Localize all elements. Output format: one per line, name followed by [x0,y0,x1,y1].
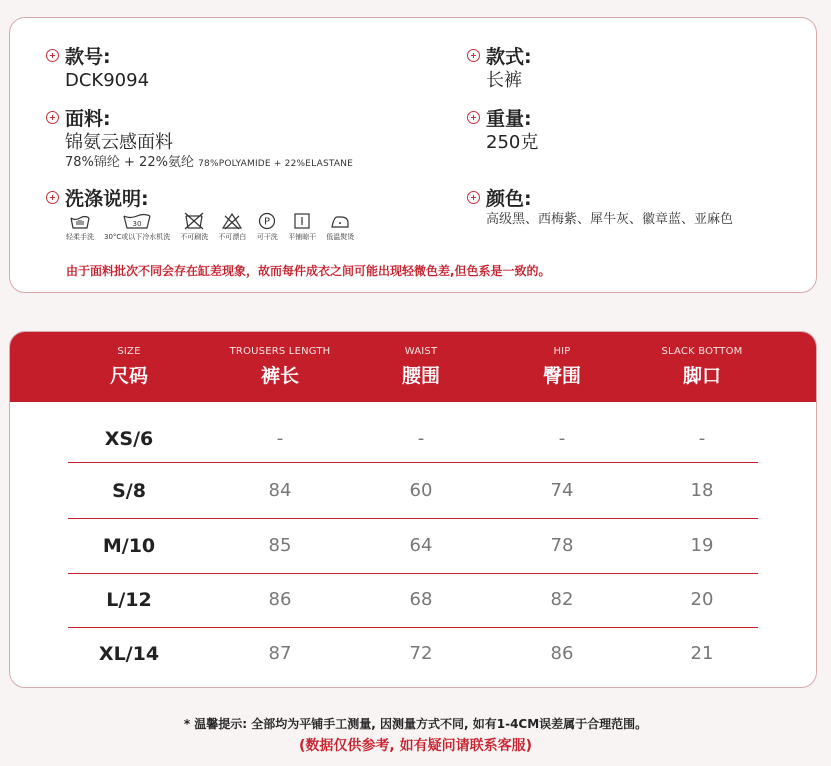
table-row [10,519,816,573]
style-no-field [46,43,149,93]
care-icons [66,212,364,242]
size-cell: L/12 [106,589,152,611]
care-caption: 不可刷洗 [180,233,209,241]
low-iron-icon [329,212,351,230]
size-cell: XL/14 [98,643,160,665]
color-label: 颜色: [486,187,532,210]
hip-cell: 78 [550,535,574,556]
care-item [326,212,354,242]
dry-clean-icon [256,212,278,230]
header-en: TROUSERS LENGTH [229,346,331,357]
header-en: HIP [553,346,571,357]
header-zh: 臀围 [542,365,581,387]
product-info-card [9,17,817,293]
header-en: SIZE [117,346,141,357]
fabric-value: 锦氨云感面料 [65,132,173,153]
waist-cell: 64 [409,535,433,556]
measurement-tip: * 温馨提示: 全部均为平铺手工测量, 因测量方式不同, 如有1-4CM误差属于合理范围。 [183,717,648,731]
length-cell: 84 [268,480,292,501]
fabric-composition-cn: 78%锦纶 + 22%氨纶 [65,155,194,170]
plus-circle-icon [467,111,480,124]
plus-circle-icon [46,49,59,62]
length-cell: 85 [268,535,292,556]
bottom-cell: 21 [690,643,714,664]
waist-cell: 68 [409,589,433,610]
header-zh: 脚口 [682,365,721,387]
bottom-cell: 18 [690,480,714,501]
no-tumble-dry-icon [183,212,205,230]
bottom-cell: - [698,428,706,449]
care-item [104,212,170,242]
fabric-composition [46,155,353,172]
wash-field [46,185,149,209]
hip-cell: 74 [550,480,574,501]
style-value: 长裤 [486,70,522,91]
size-cell: S/8 [112,480,146,502]
care-item [288,212,316,242]
style-label: 款式: [486,45,532,68]
care-caption: 不可漂白 [218,233,247,241]
care-caption: 可干洗 [256,233,278,241]
header-slack-bottom [632,332,772,388]
waist-cell: 60 [409,480,433,501]
header-waist [351,332,491,388]
flat-dry-icon [291,212,313,230]
reference-note: (数据仅供参考, 如有疑问请联系客服) [299,738,532,754]
style-no-label: 款号: [65,45,111,68]
fabric-label: 面料: [65,107,111,130]
header-en: SLACK BOTTOM [661,346,743,357]
plus-circle-icon [467,191,480,204]
care-item [66,212,94,242]
style-no-value: DCK9094 [65,70,150,91]
care-item [218,212,246,242]
color-variance-notice: 由于面料批次不同会存在缸差现象，故而每件成衣之间可能出现轻微色差,但色系是一致的。 [66,264,551,278]
table-row [10,412,816,466]
header-zh: 腰围 [401,365,440,387]
length-cell: 86 [268,589,292,610]
header-en: WAIST [404,346,438,357]
dry-clean-letter: P [264,216,271,228]
table-row [10,464,816,518]
style-field [467,43,532,93]
table-header [10,332,816,402]
plus-circle-icon [467,49,480,62]
care-item [256,212,278,242]
row-divider [68,462,758,463]
header-size [59,332,199,388]
care-caption: 轻柔手洗 [66,233,94,241]
plus-circle-icon [46,111,59,124]
header-zh: 裤长 [260,365,299,387]
length-cell: - [276,428,284,449]
fabric-composition-en: 78%POLYAMIDE + 22%ELASTANE [198,159,354,169]
bottom-cell: 20 [690,589,714,610]
color-field [467,185,733,229]
wash-temp: 30 [132,220,142,228]
size-cell: XS/6 [104,428,154,450]
hand-wash-icon [69,212,91,230]
header-hip [492,332,632,388]
care-caption: 低温熨烫 [326,233,355,241]
hip-cell: 86 [550,643,574,664]
waist-cell: - [417,428,425,449]
weight-value: 250克 [486,132,539,153]
fabric-field [46,105,353,172]
table-row [10,627,816,681]
hip-cell: - [558,428,566,449]
weight-field [467,105,538,155]
plus-circle-icon [46,191,59,204]
no-bleach-icon [221,212,243,230]
care-item [180,212,208,242]
hip-cell: 82 [550,589,574,610]
header-zh: 尺码 [109,365,148,387]
size-cell: M/10 [102,535,156,557]
waist-cell: 72 [409,643,433,664]
color-value: 高级黑、西梅紫、犀牛灰、徽章蓝、亚麻色 [486,212,734,227]
weight-label: 重量: [486,107,532,130]
care-caption: 30°C或以下冷水机洗 [104,233,171,241]
table-row [10,573,816,627]
length-cell: 87 [268,643,292,664]
size-table [9,331,817,688]
header-trousers-length [210,332,350,388]
bottom-cell: 19 [690,535,714,556]
wash-30-icon [122,212,152,230]
care-caption: 平铺晾干 [288,233,317,241]
wash-label: 洗涤说明: [65,187,149,210]
